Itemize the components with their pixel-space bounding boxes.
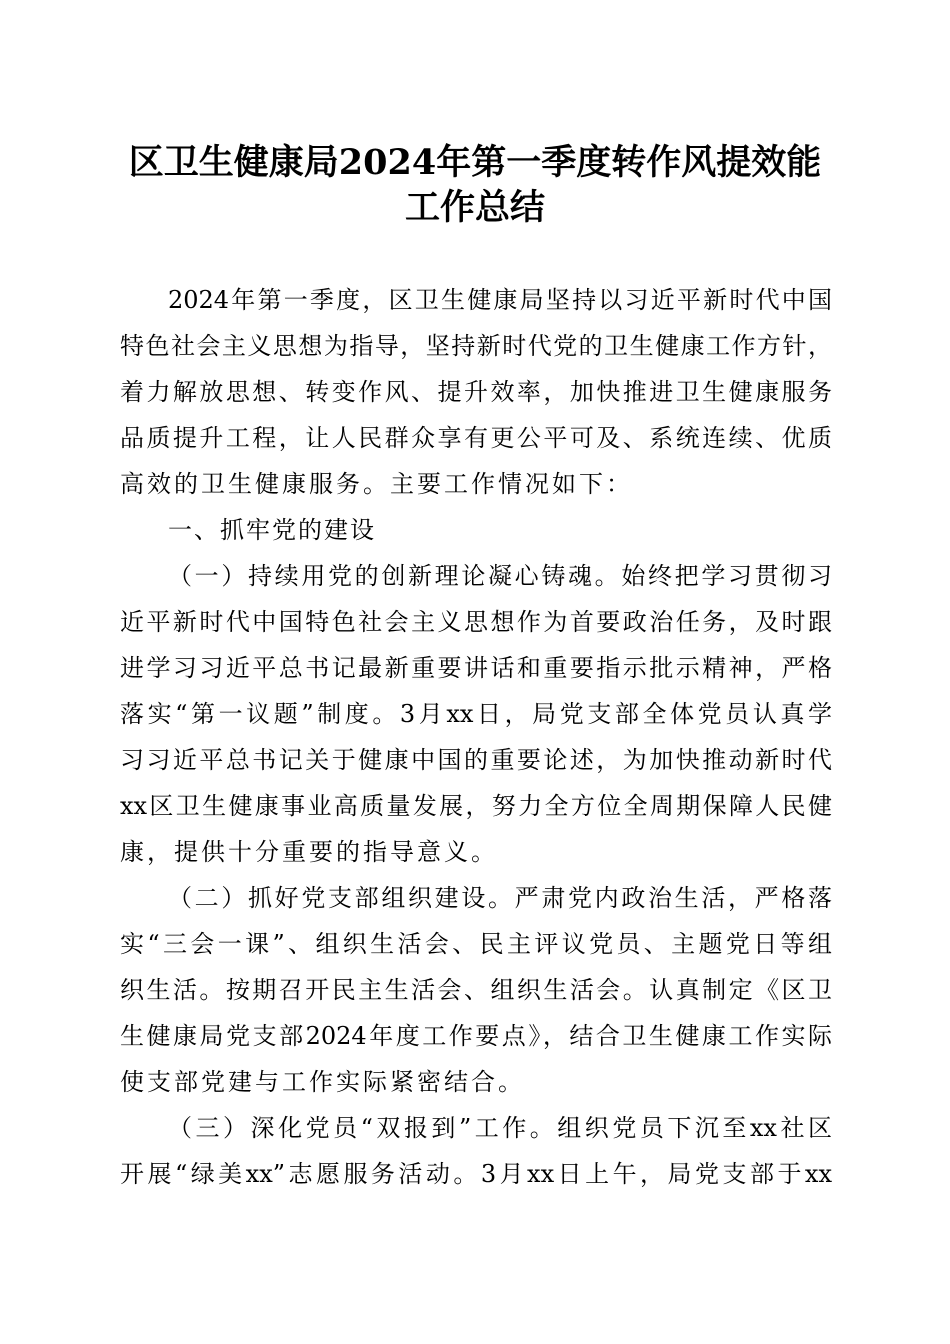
- body-line: 习习近平总书记关于健康中国的重要论述，为加快推动新时代: [120, 746, 832, 774]
- body-line: 进学习习近平总书记最新重要讲话和重要指示批示精神，严格: [120, 654, 832, 682]
- body-line: 开展“绿美xx”志愿服务活动。3月xx日上午，局党支部于xx: [120, 1160, 832, 1188]
- body-line: 品质提升工程，让人民群众享有更公平可及、系统连续、优质: [120, 424, 832, 452]
- body-line: 着力解放思想、转变作风、提升效率，加快推进卫生健康服务: [120, 378, 832, 406]
- body-line: 特色社会主义思想为指导，坚持新时代党的卫生健康工作方针，: [120, 332, 832, 360]
- body-line: 使支部党建与工作实际紧密结合。: [120, 1068, 525, 1096]
- body-line: 近平新时代中国特色社会主义思想作为首要政治任务，及时跟: [120, 608, 832, 636]
- body-line: 2024年第一季度，区卫生健康局坚持以习近平新时代中国: [168, 286, 832, 314]
- body-line: 落实“第一议题”制度。3月xx日，局党支部全体党员认真学: [120, 700, 832, 728]
- body-line: 生健康局党支部2024年度工作要点》，结合卫生健康工作实际: [120, 1022, 832, 1050]
- section-heading: 一、抓牢党的建设: [168, 516, 376, 544]
- body-line: （一）持续用党的创新理论凝心铸魂。始终把学习贯彻习: [168, 562, 832, 590]
- body-line: 织生活。按期召开民主生活会、组织生活会。认真制定《区卫: [120, 976, 832, 1004]
- body-line: 康，提供十分重要的指导意义。: [120, 838, 498, 866]
- body-line: （三）深化党员“双报到”工作。组织党员下沉至xx社区: [168, 1114, 832, 1142]
- document-title-line-1: 区卫生健康局2024年第一季度转作风提效能: [128, 142, 822, 183]
- document-body: [120, 277, 832, 1197]
- body-line: 高效的卫生健康服务。主要工作情况如下：: [120, 470, 633, 498]
- body-line: xx区卫生健康事业高质量发展，努力全方位全周期保障人民健: [120, 792, 832, 820]
- document-title-line-2: 工作总结: [404, 187, 545, 228]
- body-line: 实“三会一课”、组织生活会、民主评议党员、主题党日等组: [120, 930, 832, 958]
- body-line: （二）抓好党支部组织建设。严肃党内政治生活，严格落: [168, 884, 832, 912]
